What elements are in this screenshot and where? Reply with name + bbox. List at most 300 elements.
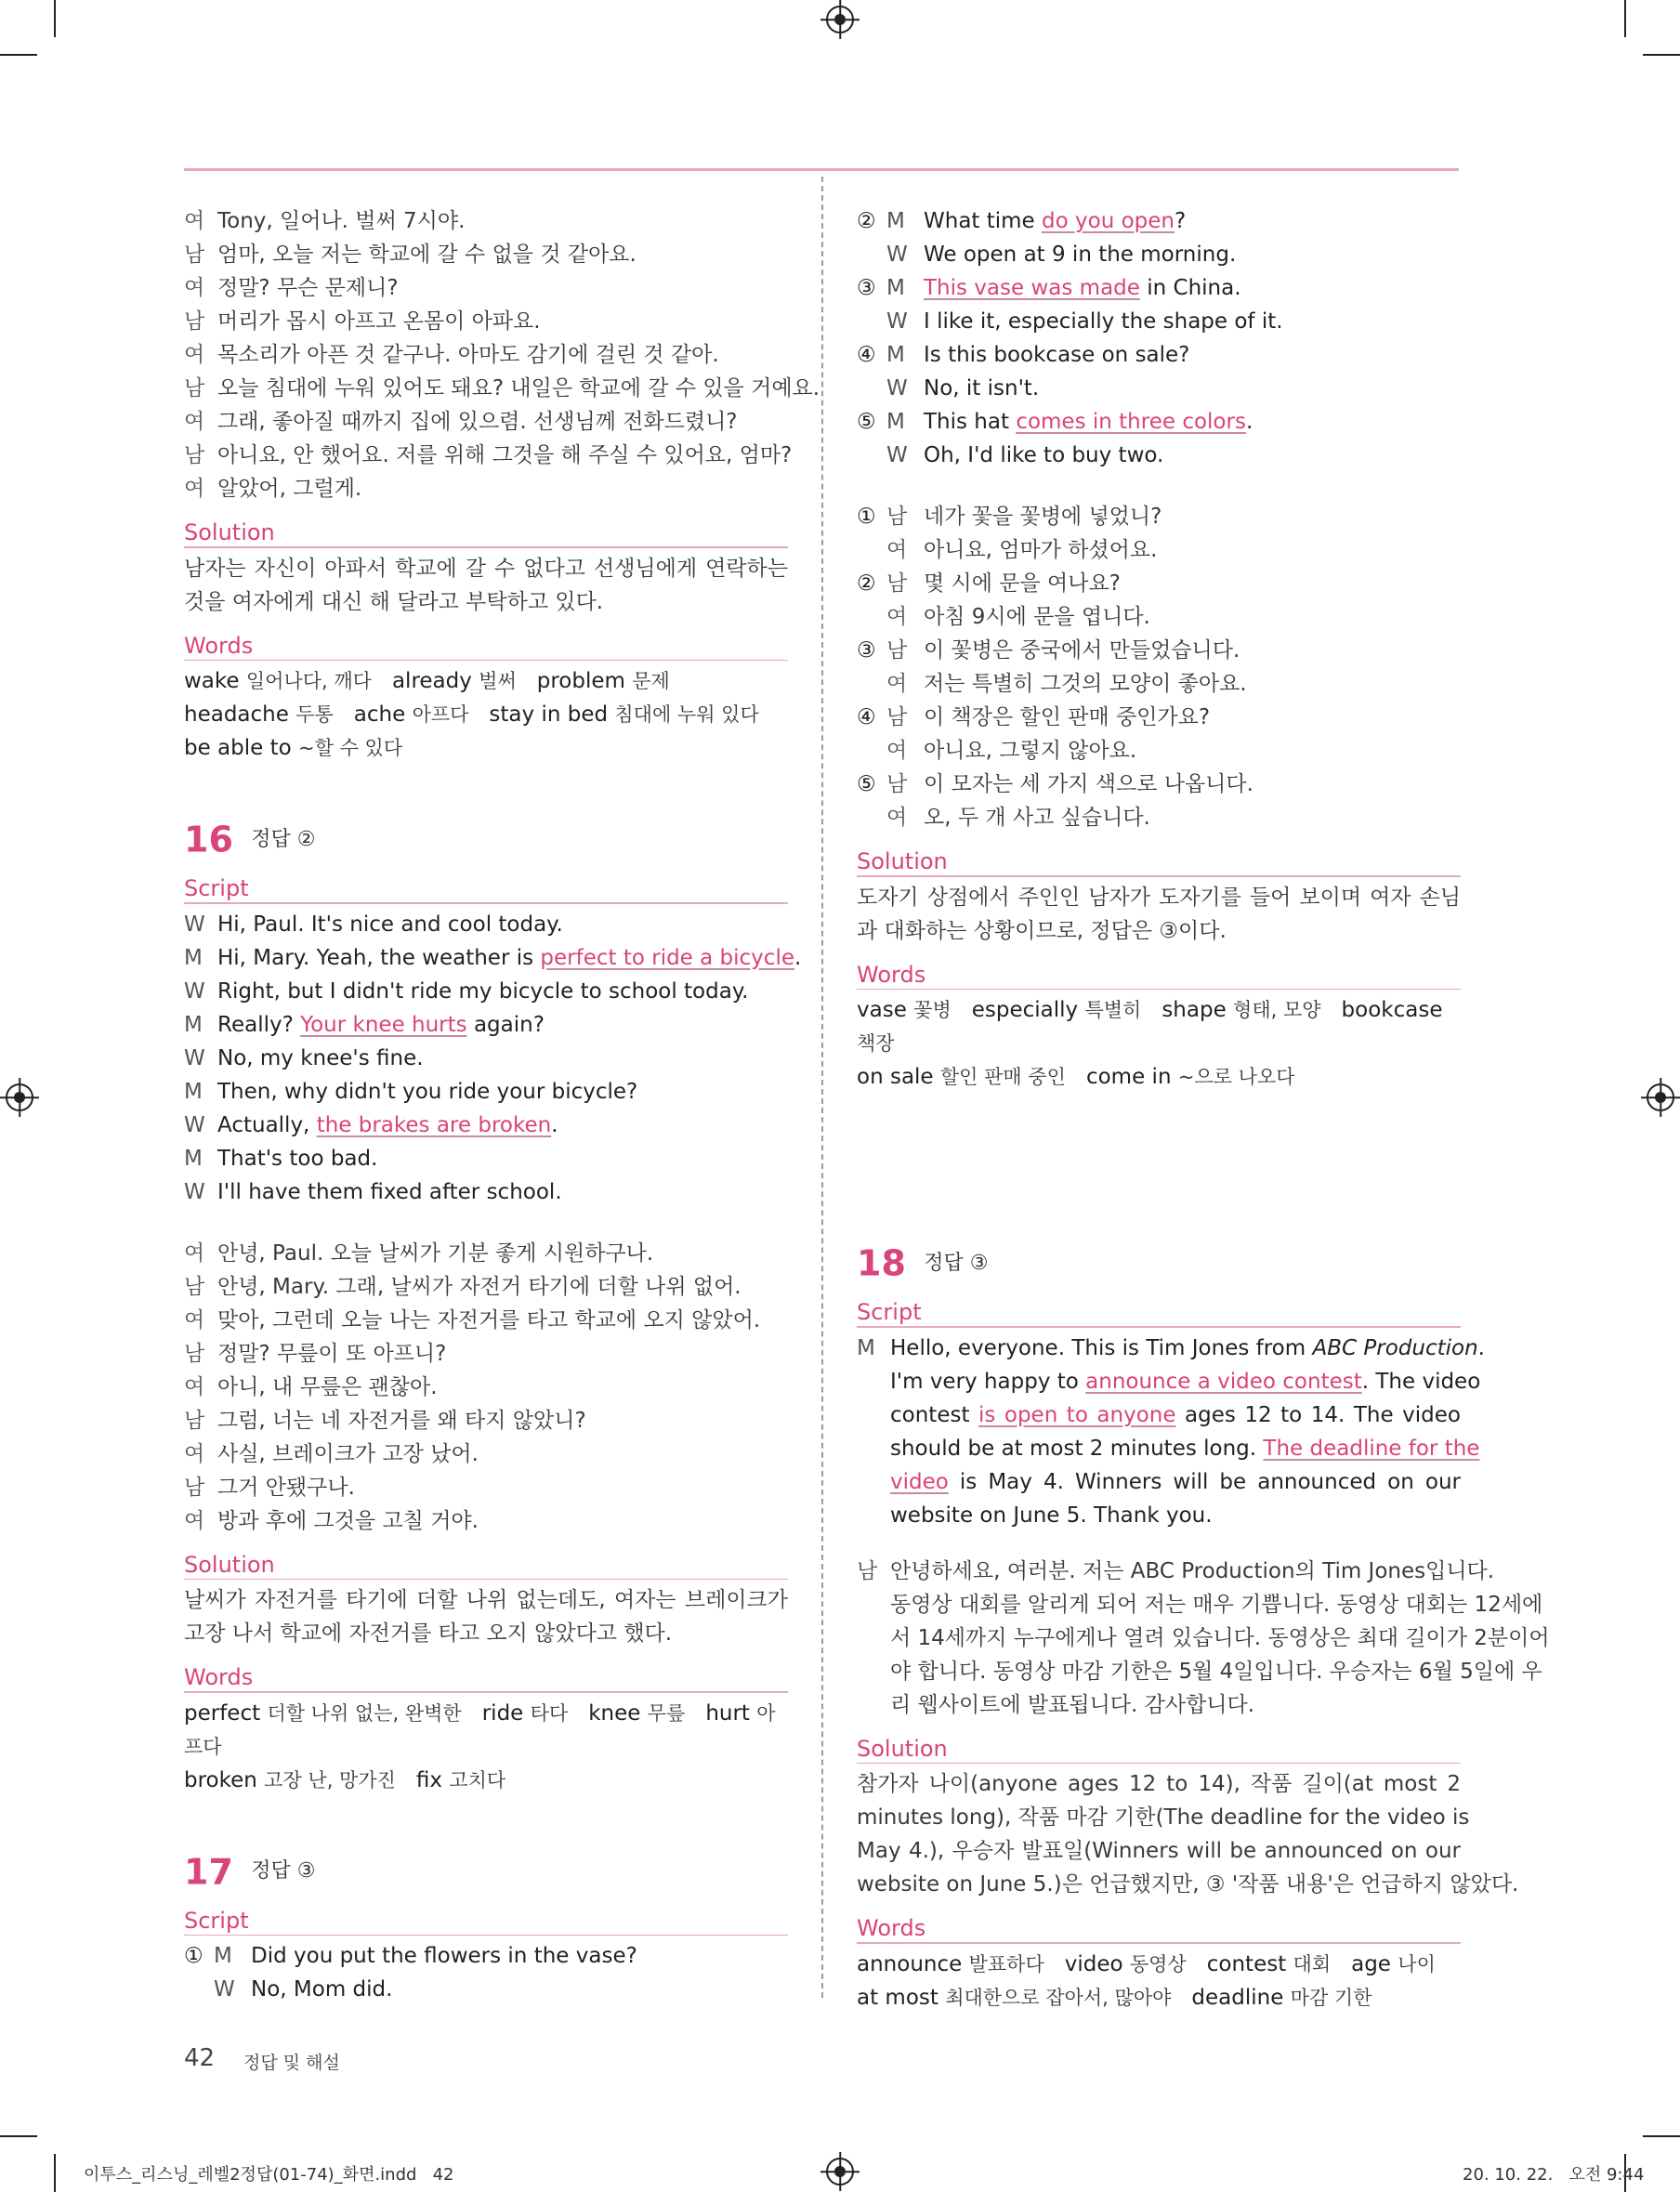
q17-words-entry — [857, 998, 952, 1022]
q15-korean-text: Tony, 일어나. 벌써 7시야. — [217, 209, 466, 233]
q15-words-entry — [184, 736, 402, 760]
q16-script-segment: No, my knee's fine. — [217, 1045, 424, 1070]
q18-script-segment: I'm very happy to — [890, 1369, 1086, 1394]
q16-script-text — [217, 975, 748, 1008]
q18-script-heading: Script — [857, 1299, 922, 1325]
q18-words-word: announce — [857, 1951, 963, 1976]
q17-script-line — [857, 439, 1461, 472]
q16-korean-text: 그럼, 너는 네 자전거를 왜 타지 않았니? — [217, 1408, 586, 1433]
q16-korean-speaker: 여 — [184, 1374, 205, 1399]
q17-script-item-number: ② — [857, 209, 876, 233]
q15-words-word: ache — [353, 702, 406, 727]
q18-script-segment: contest — [890, 1402, 978, 1427]
print-timestamp: 20. 10. 22. 오전 9:44 — [1463, 2165, 1645, 2185]
q15-words-gloss: ~할 수 있다 — [298, 737, 403, 759]
q15-korean-speaker: 여 — [184, 343, 205, 367]
q18-script-line — [857, 1432, 1480, 1465]
q15-korean-line — [184, 372, 820, 405]
q17-korean-text: 아침 9시에 문을 엽니다. — [924, 605, 1150, 629]
q16-words-entry — [482, 1701, 569, 1726]
q17-korean-item-number: ⑤ — [857, 772, 876, 796]
q17-words-gloss: 꽃병 — [913, 999, 952, 1021]
q15-words-word: headache — [184, 702, 289, 727]
q15-korean-speaker: 남 — [184, 443, 205, 467]
q18-script-segment: website on June 5. Thank you. — [890, 1503, 1213, 1528]
q17-words-entry — [857, 1065, 1066, 1089]
q15-korean-line — [184, 204, 788, 238]
q16-words-word: knee — [588, 1700, 641, 1726]
q17-korean-item-number: ③ — [857, 638, 876, 663]
q17-words-gloss: 책장 — [857, 1032, 895, 1055]
q15-korean-line — [184, 338, 788, 372]
q16-korean-line — [184, 1504, 788, 1538]
q16-solution-heading: Solution — [184, 1551, 275, 1578]
q16-script-speaker: M — [184, 945, 203, 970]
q17-script-start — [184, 1939, 788, 2006]
q17-script-text — [924, 405, 1253, 439]
q16-words-word: hurt — [705, 1700, 750, 1726]
q18-words-entry — [857, 1986, 1171, 2010]
q16-words-gloss: 타다 — [530, 1701, 569, 1725]
q15-korean-speaker: 남 — [184, 376, 205, 400]
q18-korean-speaker: 남 — [857, 1558, 878, 1583]
q17-korean-text: 이 모자는 세 가지 색으로 나옵니다. — [924, 772, 1253, 796]
q18-solution-line: 참가자 나이(anyone ages 12 to 14), 작품 길이(at most 2 — [857, 1772, 1461, 1796]
q16-script-rule — [184, 902, 788, 904]
q18-script-segment: should be at most 2 minutes long. — [890, 1436, 1264, 1461]
q17-script-text — [924, 338, 1189, 372]
registration-mark-right-icon — [1647, 1083, 1674, 1111]
q16-answer: 정답 ② — [251, 827, 316, 851]
left-column — [184, 204, 820, 2006]
q15-korean-line — [184, 439, 793, 472]
q17-script-item-number: ③ — [857, 276, 876, 300]
q17-korean-line — [857, 533, 1461, 567]
q17-answer: 정답 ③ — [251, 1859, 316, 1883]
q18-words-heading: Words — [857, 1915, 926, 1941]
q15-korean-line — [184, 238, 788, 271]
q18-words-word: contest — [1206, 1951, 1287, 1976]
q17-script-text — [924, 238, 1236, 271]
q16-words-word: fix — [415, 1767, 443, 1792]
q17-korean-speaker: 남 — [886, 505, 908, 529]
q17-script-speaker: W — [886, 443, 908, 467]
q18-number: 18 — [857, 1242, 906, 1284]
q18-script-line — [857, 1365, 1481, 1398]
q18-solution-line: May 4.), 우승자 발표일(Winners will be announced on our — [857, 1839, 1461, 1863]
q17-words-gloss: 특별히 — [1084, 999, 1142, 1021]
crop-mark-top-left-h — [0, 54, 37, 56]
q18-words-rule — [857, 1942, 1461, 1944]
q16-korean-speaker: 여 — [184, 1307, 205, 1332]
q18-script-rule — [857, 1326, 1461, 1328]
q15-words-word: stay in bed — [489, 702, 609, 727]
q17-words-gloss: 할인 판매 중인 — [939, 1066, 1066, 1088]
q16-korean-dialog — [184, 1237, 788, 1538]
q17-words-row — [857, 993, 1461, 1060]
q17-script-text — [924, 271, 1241, 305]
q18-script-segment: . The video — [1361, 1369, 1481, 1394]
q17-script-segment: This hat — [924, 410, 1017, 434]
q17-korean-line — [857, 667, 1461, 701]
q16-korean-line — [184, 1404, 788, 1437]
q17-words-entry — [1086, 1065, 1295, 1089]
q16-number: 16 — [184, 819, 233, 860]
crop-mark-top-right-h — [1643, 54, 1680, 56]
q17-script-speaker: W — [886, 376, 908, 400]
q18-words-list — [857, 1948, 1461, 2015]
q15-korean-dialog — [184, 204, 820, 505]
q17-script-speaker: W — [214, 1977, 235, 2002]
q16-script-segment: Right, but I didn't ride my bicycle to school today. — [217, 978, 749, 1004]
q16-words-gloss: 고치다 — [449, 1768, 506, 1792]
q16-words-row — [184, 1697, 788, 1764]
q16-script-line — [184, 1142, 788, 1175]
q16-korean-text: 맞아, 그런데 오늘 나는 자전거를 타고 학교에 오지 않았어. — [217, 1307, 761, 1332]
q18-solution-heading: Solution — [857, 1735, 948, 1762]
q17-script-text — [251, 1973, 392, 2006]
q16-script-segment: Then, why didn't you ride your bicycle? — [217, 1079, 638, 1104]
q18-words-entry — [1207, 1952, 1331, 1976]
q18-words-word: video — [1064, 1951, 1123, 1976]
q18-words-word: at most — [857, 1985, 938, 2010]
q17-korean-speaker: 여 — [886, 739, 908, 763]
q18-words-gloss: 대회 — [1293, 1952, 1332, 1975]
q16-script-heading: Script — [184, 875, 249, 901]
q15-korean-speaker: 남 — [184, 309, 205, 334]
q16-korean-line — [184, 1471, 788, 1504]
q18-solution-rule — [857, 1763, 1461, 1765]
q16-words-rule — [184, 1691, 788, 1693]
q16-korean-speaker: 남 — [184, 1274, 205, 1299]
q15-words-entry — [354, 702, 469, 727]
q18-script-highlight: video — [890, 1469, 949, 1494]
q16-script-line — [184, 1042, 788, 1075]
q17-script-text — [924, 305, 1283, 338]
q16-korean-line — [184, 1304, 788, 1337]
q16-script-speaker: W — [184, 1112, 205, 1137]
q16-words-word: broken — [184, 1767, 257, 1792]
q18-korean-line: 리 웹사이트에 발표됩니다. 감사합니다. — [890, 1692, 1255, 1717]
q17-script-line — [857, 238, 1461, 271]
q15-words-entry — [537, 669, 670, 693]
q18-solution-line: minutes long), 작품 마감 기한(The deadline for the video is — [857, 1805, 1470, 1830]
q15-words-entry — [184, 702, 334, 727]
q15-words-gloss: 두통 — [295, 703, 334, 726]
q15-words-row — [184, 664, 788, 698]
q15-words-entry — [489, 702, 758, 727]
q16-script-text — [217, 1109, 558, 1142]
q17-script-line — [857, 204, 1461, 238]
q16-words-gloss: 아프다 — [184, 1701, 776, 1758]
q17-script-text — [924, 372, 1039, 405]
q15-korean-text: 아니요, 안 했어요. 저를 위해 그것을 해 주실 수 있어요, 엄마? — [217, 443, 793, 467]
q17-script-speaker: M — [214, 1944, 232, 1968]
q16-words-entry — [588, 1701, 685, 1726]
q17-script-heading: Script — [184, 1907, 249, 1934]
q18-script-line — [857, 1398, 1461, 1432]
q15-solution-text: 남자는 자신이 아파서 학교에 갈 수 없다고 선생님에게 연락하는 것을 여자에게 대신 해 달라고 부탁하고 있다. — [184, 556, 788, 614]
q16-script-line — [184, 908, 788, 941]
q17-script-highlight: This vase was made — [924, 276, 1140, 300]
q16-korean-speaker: 여 — [184, 1508, 205, 1533]
q17-words-gloss: 형태, 모양 — [1233, 999, 1321, 1021]
q18-script-highlight: The deadline for the — [1263, 1436, 1480, 1461]
q15-korean-line — [184, 405, 788, 439]
q17-script-item-number: ⑤ — [857, 410, 876, 434]
q17-script-segment: Did you put the flowers in the vase? — [251, 1944, 637, 1968]
q16-korean-text: 그거 안됐구나. — [217, 1475, 355, 1500]
q17-korean-line — [857, 600, 1461, 634]
q17-words-gloss: ~으로 나오다 — [1177, 1066, 1295, 1088]
q17-script-text — [924, 439, 1163, 472]
q16-words-heading: Words — [184, 1664, 254, 1690]
q17-script-line — [857, 405, 1461, 439]
q16-korean-text: 정말? 무릎이 또 아프니? — [217, 1341, 447, 1366]
crop-mark-top-left-v — [54, 0, 56, 37]
q15-korean-speaker: 여 — [184, 276, 205, 300]
q16-words-word: perfect — [184, 1700, 261, 1726]
header-rule — [184, 168, 1459, 171]
q16-script-text — [217, 1042, 424, 1075]
q15-korean-speaker: 여 — [184, 209, 205, 233]
q18-script-highlight: is open to anyone — [978, 1402, 1176, 1427]
q17-script-segment: . — [1245, 410, 1253, 434]
q16-script-speaker: W — [184, 912, 205, 937]
q17-korean-speaker: 남 — [886, 638, 908, 663]
q16-script-segment: Hi, Paul. It's nice and cool today. — [217, 912, 563, 937]
q15-words-word: problem — [536, 669, 625, 693]
q18-solution-line: website on June 5.)은 언급했지만, ③ '작품 내용'은 언급하지 않았다. — [857, 1872, 1519, 1897]
q17-korean-speaker: 남 — [886, 571, 908, 596]
q16-solution-text: 날씨가 자전거를 타기에 더할 나위 없는데도, 여자는 브레이크가 고장 나서 학교에 자전거를 타고 오지 않았다고 했다. — [184, 1588, 788, 1646]
q17-script-segment: Oh, I'd like to buy two. — [924, 443, 1164, 467]
q16-korean-line — [184, 1437, 788, 1471]
q17-words-word: especially — [971, 998, 1079, 1022]
q18-script-segment: ABC Production — [1312, 1335, 1478, 1360]
q17-script-segment: No, Mom did. — [251, 1977, 393, 2002]
q15-korean-line — [184, 305, 788, 338]
q15-words-gloss: 아프다 — [412, 703, 469, 726]
q17-script-line — [857, 271, 1461, 305]
crop-mark-bottom-left-h — [0, 2135, 37, 2137]
footer-section-title: 정답 및 해설 — [243, 2053, 340, 2073]
q16-solution-rule — [184, 1579, 788, 1581]
q17-korean-line — [857, 734, 1461, 768]
q15-words-row — [184, 731, 788, 765]
q15-words-word: wake — [184, 669, 240, 693]
q18-words-gloss: 발표하다 — [968, 1952, 1044, 1975]
q17-korean-line — [857, 701, 1461, 734]
q17-script-line — [857, 372, 1461, 405]
q16-header — [184, 811, 788, 867]
q15-words-word: be able to — [184, 736, 292, 760]
q18-korean-line: 안녕하세요, 여러분. 저는 ABC Production의 Tim Jones입니다. — [890, 1558, 1495, 1583]
q18-header — [857, 1235, 1461, 1291]
q16-korean-line — [184, 1337, 788, 1371]
q17-korean-speaker: 여 — [886, 538, 908, 562]
q16-korean-speaker: 남 — [184, 1408, 205, 1433]
q18-script-segment: . — [1477, 1335, 1485, 1360]
q18-words-row — [857, 1948, 1461, 1981]
q18-words-word: deadline — [1191, 1985, 1284, 2010]
q16-script-segment: I'll have them fixed after school. — [217, 1179, 562, 1204]
q17-korean-text: 네가 꽃을 꽃병에 넣었니? — [924, 505, 1162, 529]
q16-script-highlight: Your knee hurts — [300, 1012, 467, 1037]
q16-korean-text: 안녕, Paul. 오늘 날씨가 기분 좋게 시원하구나. — [217, 1240, 654, 1266]
registration-mark-bottom-icon — [826, 2158, 854, 2185]
q15-words-entry — [392, 669, 517, 693]
q15-korean-text: 머리가 몹시 아프고 온몸이 아파요. — [217, 309, 541, 334]
q18-words-gloss: 최대한으로 잡아서, 많아야 — [945, 1986, 1172, 2009]
q17-script-segment: in China. — [1139, 276, 1241, 300]
q15-words-word: already — [391, 669, 472, 693]
q18-script-line — [857, 1332, 1485, 1365]
q17-script-text — [251, 1939, 637, 1973]
q17-script-rule — [184, 1935, 788, 1936]
q17-script-item-number: ① — [184, 1944, 203, 1968]
q16-script-speaker: W — [184, 978, 205, 1004]
q17-korean-item-number: ④ — [857, 705, 876, 729]
q15-words-heading: Words — [184, 632, 254, 659]
q16-script-segment: . — [551, 1112, 558, 1137]
q17-script-line — [184, 1939, 788, 1973]
q16-script-text — [217, 941, 801, 975]
q16-script — [184, 908, 802, 1209]
q17-script-continued — [857, 204, 1461, 472]
q16-script-speaker: M — [184, 1079, 203, 1104]
q16-korean-text: 아니, 내 무릎은 괜찮아. — [217, 1374, 438, 1399]
q16-script-text — [217, 1075, 637, 1109]
q16-script-text — [217, 1008, 545, 1042]
q18-script-segment: Hello, everyone. This is Tim Jones from — [890, 1335, 1313, 1360]
q18-solution-text — [857, 1767, 1519, 1901]
q17-words-word: vase — [857, 998, 907, 1022]
q18-words-gloss: 마감 기한 — [1290, 1986, 1372, 2009]
q17-number: 17 — [184, 1851, 233, 1892]
q16-words-entry — [184, 1768, 396, 1792]
q16-korean-speaker: 남 — [184, 1475, 205, 1500]
q18-words-entry — [1191, 1986, 1372, 2010]
print-filename: 이투스_리스닝_레벨2정답(01-74)_화면.indd 42 — [84, 2165, 454, 2185]
q17-solution-rule — [857, 875, 1461, 877]
q16-words-list — [184, 1697, 788, 1797]
q16-script-speaker: M — [184, 1146, 203, 1171]
right-column — [857, 204, 1550, 2015]
q16-words-entry — [416, 1768, 505, 1792]
q16-script-highlight: perfect to ride a bicycle — [540, 945, 794, 970]
q17-words-entry — [972, 998, 1142, 1022]
q16-korean-text: 안녕, Mary. 그래, 날씨가 자전거 타기에 더할 나위 없어. — [217, 1274, 742, 1299]
crop-mark-bottom-right-h — [1643, 2135, 1680, 2137]
q15-korean-text: 오늘 침대에 누워 있어도 돼요? 내일은 학교에 갈 수 있을 거예요. — [217, 376, 820, 400]
q17-script-speaker: W — [886, 309, 908, 334]
q17-korean-speaker: 여 — [886, 672, 908, 696]
q16-words-gloss: 더할 나위 없는, 완벽한 — [267, 1701, 462, 1725]
q16-script-text — [217, 908, 563, 941]
q17-script-speaker: M — [886, 410, 905, 434]
q17-script-segment: No, it isn't. — [924, 376, 1040, 400]
q16-words-gloss: 무릎 — [647, 1701, 686, 1725]
q17-solution-heading: Solution — [857, 848, 948, 874]
q17-script-line — [857, 305, 1461, 338]
q17-words-word: on sale — [857, 1065, 934, 1089]
q16-script-segment: That's too bad. — [217, 1146, 378, 1171]
q18-words-word: age — [1351, 1951, 1391, 1976]
q15-solution-rule — [184, 546, 788, 548]
q15-korean-text: 알았어, 그럴게. — [217, 477, 362, 501]
q17-words-heading: Words — [857, 961, 926, 988]
q18-script-segment: ages 12 to 14. The video — [1175, 1402, 1461, 1427]
q16-words-gloss: 고장 난, 망가진 — [264, 1768, 396, 1792]
q17-script-item-number: ④ — [857, 343, 876, 367]
q16-korean-line — [184, 1270, 788, 1304]
q17-script-segment: Is this bookcase on sale? — [924, 343, 1190, 367]
q17-korean-line — [857, 801, 1461, 834]
q18-answer: 정답 ③ — [924, 1251, 989, 1275]
q18-words-gloss: 동영상 — [1129, 1952, 1187, 1975]
q18-korean — [857, 1555, 1550, 1722]
q18-korean-line: 동영상 대회를 알리게 되어 저는 매우 기쁩니다. 동영상 대회는 12세에 — [890, 1592, 1543, 1617]
q15-solution-heading: Solution — [184, 519, 275, 545]
q15-korean-line — [184, 472, 788, 505]
q17-solution-text: 도자기 상점에서 주인인 남자가 도자기를 들어 보이며 여자 손님과 대화하는 상황이므로, 정답은 ③이다. — [857, 885, 1461, 943]
q16-script-line — [184, 941, 802, 975]
q18-script — [857, 1332, 1485, 1532]
q15-words-row — [184, 698, 788, 731]
q15-korean-line — [184, 271, 788, 305]
q17-korean-line — [857, 768, 1461, 801]
q16-script-speaker: M — [184, 1012, 203, 1037]
q16-script-line — [184, 1008, 788, 1042]
q18-script-line — [857, 1465, 1461, 1499]
q15-words-rule — [184, 660, 788, 662]
q17-korean-text: 저는 특별히 그것의 모양이 좋아요. — [924, 672, 1247, 696]
q16-korean-line — [184, 1371, 788, 1404]
crop-mark-bottom-left-v — [54, 2154, 56, 2192]
column-divider — [821, 177, 823, 1998]
q16-script-speaker: W — [184, 1045, 205, 1070]
q18-words-row — [857, 1981, 1461, 2015]
q15-korean-speaker: 여 — [184, 477, 205, 501]
q16-korean-speaker: 남 — [184, 1341, 205, 1366]
q17-script-speaker: M — [886, 209, 905, 233]
q16-script-segment: . — [794, 945, 802, 970]
q17-korean-line — [857, 634, 1461, 667]
q17-korean-dialog — [857, 500, 1461, 834]
q15-korean-text: 엄마, 오늘 저는 학교에 갈 수 없을 것 같아요. — [217, 243, 637, 267]
q17-korean-speaker: 남 — [886, 705, 908, 729]
q17-script-speaker: W — [886, 243, 908, 267]
q16-script-text — [217, 1175, 562, 1209]
q18-words-entry — [1351, 1952, 1436, 1976]
q17-script-segment: What time — [924, 209, 1043, 233]
q16-script-line — [184, 1175, 788, 1209]
q18-korean-line: 서 14세까지 누구에게나 열려 있습니다. 동영상은 최대 길이가 2분이어 — [890, 1625, 1550, 1650]
q17-korean-text: 몇 시에 문을 여나요? — [924, 571, 1121, 596]
q15-korean-speaker: 남 — [184, 243, 205, 267]
q16-script-line — [184, 975, 788, 1008]
q16-words-word: ride — [481, 1700, 524, 1726]
registration-mark-left-icon — [6, 1083, 33, 1111]
q17-korean-speaker: 여 — [886, 806, 908, 830]
q17-words-word: bookcase — [1341, 998, 1443, 1022]
q17-korean-text: 아니요, 엄마가 하셨어요. — [924, 538, 1158, 562]
q17-script-text — [924, 204, 1186, 238]
q18-words-entry — [1065, 1952, 1187, 1976]
q17-korean-text: 이 책장은 할인 판매 중인가요? — [924, 705, 1211, 729]
q16-script-highlight: the brakes are broken — [316, 1112, 552, 1137]
